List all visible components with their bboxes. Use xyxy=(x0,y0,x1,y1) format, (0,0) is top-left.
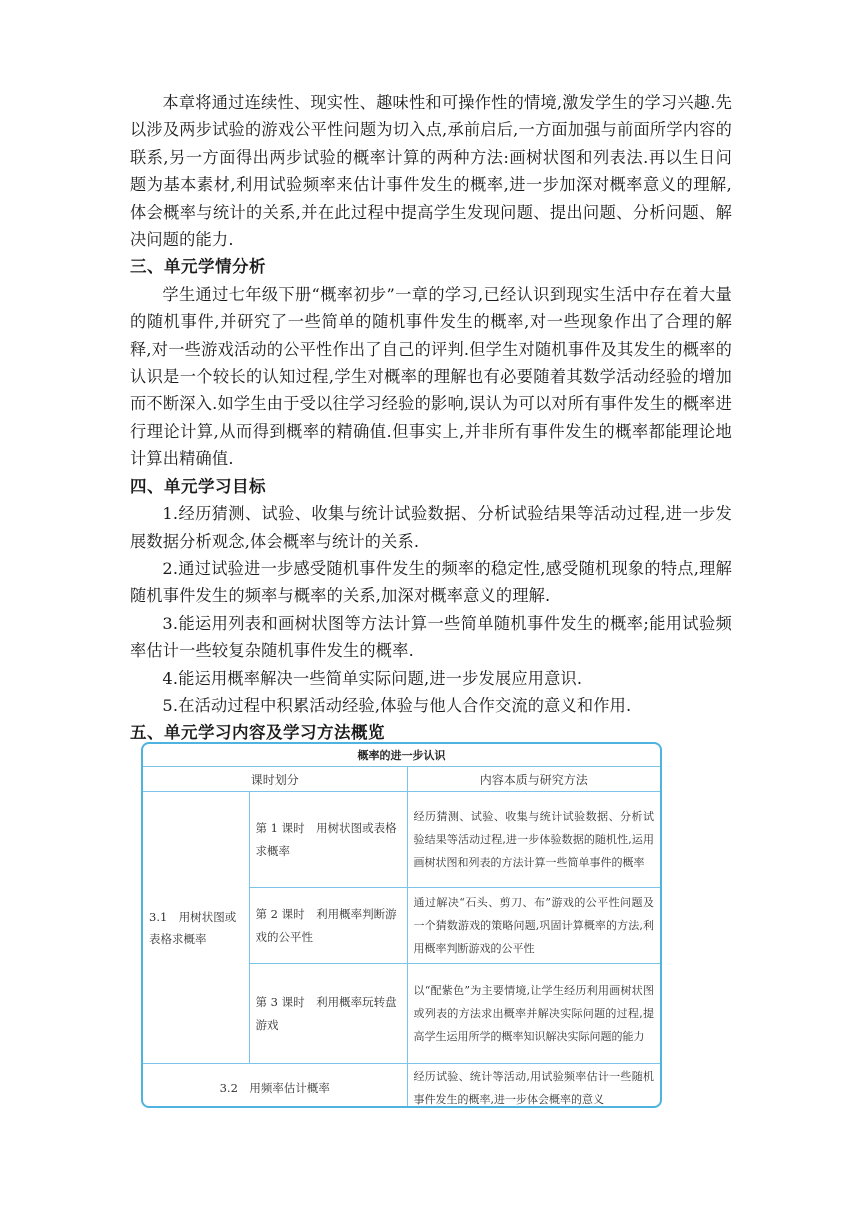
intro-paragraph: 本章将通过连续性、现实性、趣味性和可操作性的情境,激发学生的学习兴趣.先以涉及两步试验的游戏公平性问题为切入点,承前启后,一方面加强与前面所学内容的联系,另一方面得出两步试验的概率计算的两种方法:画树状图和列表法.再以生日问题为基本素材,利用试验频率来估计事件发生的概率,进一步加深对概率意义的理解,体会概率与统计的关系,并在此过程中提高学生发现问题、提出问题、分析问题、解决问题的能力. xyxy=(130,93,732,250)
table-row xyxy=(143,792,660,888)
learner-analysis-paragraph: 学生通过七年级下册“概率初步”一章的学习,已经认识到现实生活中存在着大量的随机事件,并研究了一些简单的随机事件发生的概率,对一些现象作出了合理的解释,对一些游戏活动的公平性作出了自己的评判.但学生对随机事件及其发生的概率的认识是一个较长的认知过程,学生对概率的理解也有必要随着其数学活动经验的增加而不断深入.如学生由于受以往学习经验的影响,误认为可以对所有事件发生的概率进行理论计算,从而得到概率的精确值.但事实上,并非所有事件发生的概率都能理论地计算出精确值. xyxy=(130,284,732,469)
section-heading-content-overview: 五、单元学习内容及学习方法概览 xyxy=(130,723,385,743)
section-heading-learning-goals: 四、单元学习目标 xyxy=(130,476,266,496)
lesson-name-cell: 第 2 课时 利用概率判断游戏的公平性 xyxy=(249,888,407,964)
header-content-method: 内容本质与研究方法 xyxy=(407,767,660,792)
body-text xyxy=(130,89,732,747)
lesson-desc-cell: 经历猜测、试验、收集与统计试验数据、分析试验结果等活动过程,进一步体验数据的随机性,运用画树状图和列表的方法计算一些简单事件的概率 xyxy=(407,792,660,888)
learning-goal-item: 1.经历猜测、试验、收集与统计试验数据、分析试验结果等活动过程,进一步发展数据分析观念,体会概率与统计的关系. xyxy=(130,504,732,551)
section-3-2-desc-cell: 经历试验、统计等活动,用试验频率估计一些随机事件发生的概率,进一步体会概率的意义 xyxy=(407,1064,660,1109)
section-heading-learner-analysis: 三、单元学情分析 xyxy=(130,257,266,277)
learning-goal-item: 3.能运用列表和画树状图等方法计算一些简单随机事件发生的概率;能用试验频率估计一些较复杂随机事件发生的概率. xyxy=(130,613,732,661)
lesson-name-cell: 第 3 课时 利用概率玩转盘游戏 xyxy=(249,964,407,1064)
table-title-row xyxy=(143,744,660,767)
lesson-desc-cell: 以“配紫色”为主要情境,让学生经历利用画树状图或列表的方法求出概率并解决实际问题的过程,提高学生运用所学的概率知识解决实际问题的能力 xyxy=(407,964,660,1064)
learning-goal-item: 5.在活动过程中积累活动经验,体验与他人合作交流的意义和作用. xyxy=(162,695,632,715)
learning-goal-item: 4.能运用概率解决一些简单实际问题,进一步发展应用意识. xyxy=(162,668,583,688)
table-title: 概率的进一步认识 xyxy=(143,744,660,767)
content-overview-table xyxy=(141,742,662,1108)
section-3-2-cell: 3.2 用频率估计概率 xyxy=(143,1064,407,1109)
learning-goal-item: 2.通过试验进一步感受随机事件发生的频率的稳定性,感受随机现象的特点,理解随机事件发生的频率与概率的关系,加深对概率意义的理解. xyxy=(130,558,732,606)
table-header-row xyxy=(143,767,660,792)
header-lesson-division: 课时划分 xyxy=(143,767,407,792)
lesson-desc-cell: 通过解决“石头、剪刀、布”游戏的公平性问题及一个猜数游戏的策略问题,巩固计算概率的方法,利用概率判断游戏的公平性 xyxy=(407,888,660,964)
section-3-1-cell: 3.1 用树状图或表格求概率 xyxy=(143,792,249,1064)
lesson-name-cell: 第 1 课时 用树状图或表格求概率 xyxy=(249,792,407,888)
plan-table xyxy=(143,744,660,1108)
table-row xyxy=(143,1064,660,1109)
